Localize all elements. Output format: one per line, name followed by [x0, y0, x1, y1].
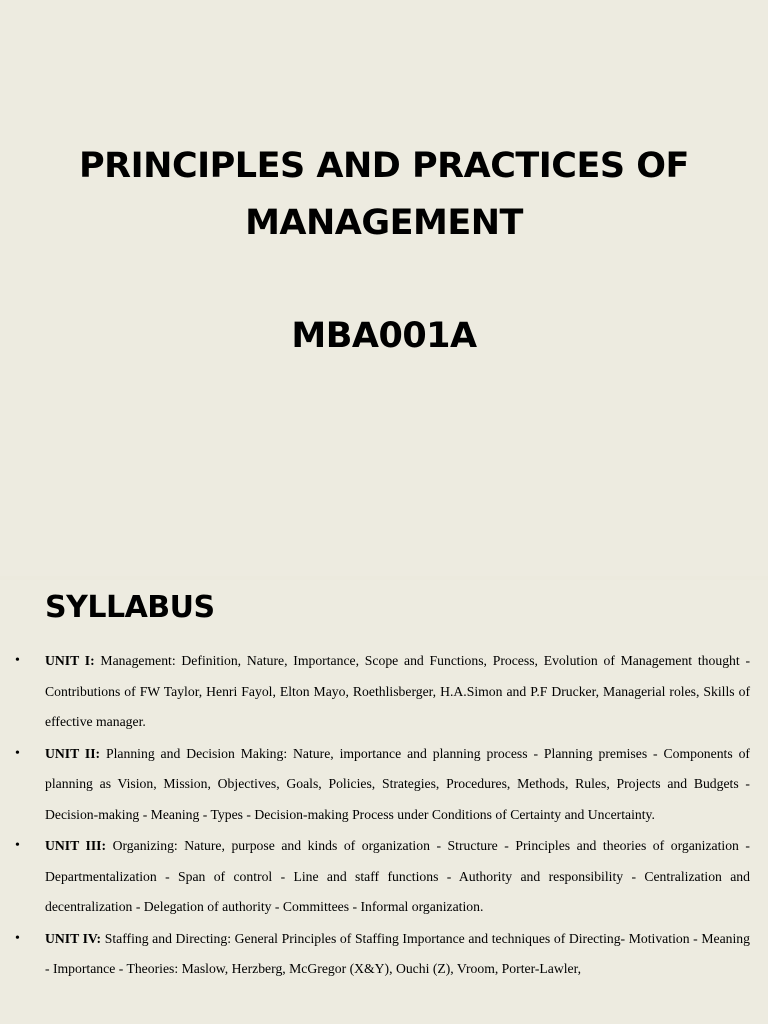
unit-item-1 [0, 646, 768, 738]
unit-label: UNIT I: [45, 653, 95, 668]
unit-list [0, 646, 768, 986]
bullet-icon: • [15, 930, 20, 946]
bullet-icon: • [15, 653, 20, 668]
unit-label: UNIT IV: [45, 930, 102, 946]
unit-item-2 [0, 739, 768, 831]
bullet-icon: • [15, 838, 20, 853]
bullet-icon: • [15, 745, 20, 761]
unit-text: Management: Definition, Nature, Importance, Scope and Functions, Process, Evolution of Management thought - Contributions of FW Taylor, Henri Fayol, Elton Mayo, Roethlisberger, H.A.Simon and P.F Drucker, Managerial roles, Skills of effective manager. [45, 653, 751, 729]
unit-label: UNIT II: [45, 745, 101, 761]
course-title-line-2: MANAGEMENT [245, 203, 523, 243]
unit-label: UNIT III: [45, 838, 107, 853]
unit-text: Staffing and Directing: General Principles of Staffing Importance and techniques of Directing- Motivation - Meaning - Importance - Theories: Maslow, Herzberg, McGregor (X&Y), Ouchi (Z), Vroom, Porter-Lawler, [45, 930, 750, 976]
syllabus-heading: SYLLABUS [45, 590, 215, 625]
unit-text: Organizing: Nature, purpose and kinds of organization - Structure - Principles and theories of organization - Departmentalization - Span of control - Line and staff functions - Authority and responsibility - Centralization and decentralization - Delegation of authority - Committees - Informal organization. [45, 838, 750, 914]
course-code: MBA001A [291, 316, 477, 356]
syllabus-slide [0, 580, 768, 1024]
course-title-line-1: PRINCIPLES AND PRACTICES OF [79, 146, 689, 186]
unit-item-3 [0, 831, 768, 923]
unit-item-4 [0, 924, 768, 985]
unit-text: Planning and Decision Making: Nature, importance and planning process - Planning premises - Components of planning as Vision, Mission, Objectives, Goals, Policies, Strategies, Procedures, Methods, Rules, Projects and Budgets - Decision-making - Meaning - Types - Decision-making Process under Conditions of Certainty and Uncertainty. [45, 745, 750, 822]
